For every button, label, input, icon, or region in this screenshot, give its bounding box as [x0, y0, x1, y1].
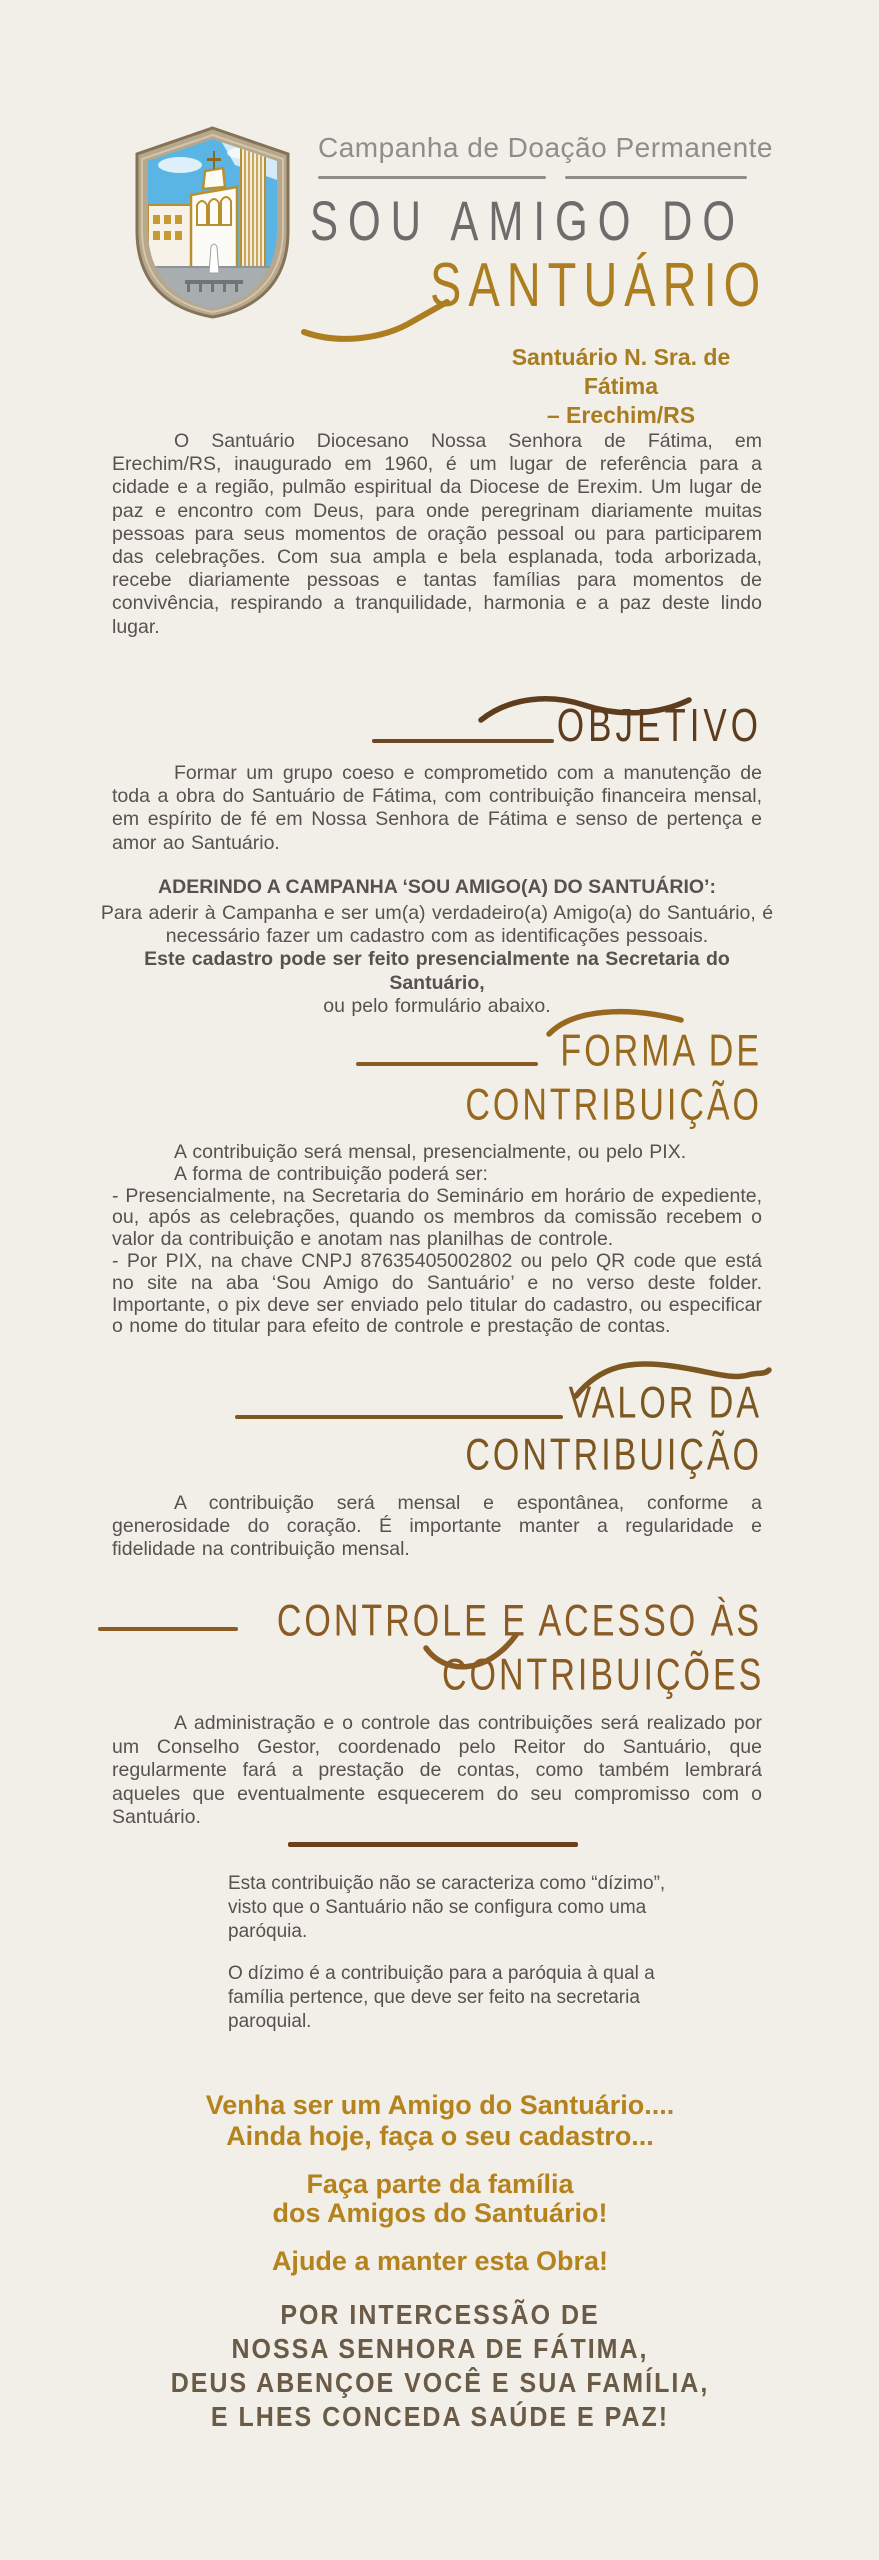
forma-p1: A contribuição será mensal, presencialmente, ou pelo PIX. [174, 1141, 687, 1163]
kicker-rule-right [565, 176, 747, 179]
objetivo-body: Formar um grupo coeso e comprometido com a manutenção de toda a obra do Santuário de Fátima, com contribuição financeira mensal, em espírito de fé em Nossa Senhora de Fátima e senso de pertença e amor ao Santuário. [112, 762, 762, 854]
santuario-swash-tail [300, 300, 450, 346]
aderindo-block [100, 876, 774, 1018]
aderindo-bold-line: Este cadastro pode ser feito presencialmente na Secretaria do Santuário, [144, 948, 730, 994]
cta-line3: Faça parte da família [306, 2169, 574, 2199]
kicker-rule-left [318, 176, 546, 179]
notes-block [228, 1872, 690, 2034]
santuario-shield-badge-icon [125, 125, 300, 320]
controle-body: A administração e o controle das contribuições será realizado por um Conselho Gestor, coordenado pelo Reitor do Santuário, que regularmente fará a prestação de contas, como também lembrará aqueles que eventualmente esquecerem do seu compromisso com o Santuário. [112, 1712, 762, 1828]
cta-line1: Venha ser um Amigo do Santuário.... [205, 2090, 675, 2120]
valor-body: A contribuição será mensal e espontânea, conforme a generosidade do coração. É importante manter a regularidade e fidelidade na contribuição mensal. [112, 1492, 762, 1560]
forma-item1: - Presencialmente, na Secretaria do Seminário em horário de expediente, ou, após as celebrações, quando os membros da comissão recebem o valor da contribuição e anotam nas planilhas de controle. [112, 1184, 762, 1251]
blessing-line1: POR INTERCESSÃO DE [280, 2299, 600, 2331]
campaign-kicker: Campanha de Doação Permanente [318, 132, 774, 163]
cta-block-1 [20, 2090, 860, 2152]
forma-heading-line1: FORMA DE [560, 1026, 762, 1077]
main-title-line1: SOU AMIGO DO [310, 190, 746, 253]
cta-line5: Ajude a manter esta Obra! [271, 2246, 609, 2276]
aderindo-heading: ADERINDO A CAMPANHA ‘SOU AMIGO(A) DO SANTUÁRIO’: [158, 876, 716, 898]
forma-underline [356, 1062, 538, 1066]
intro-paragraph: O Santuário Diocesano Nossa Senhora de Fátima, em Erechim/RS, inaugurado em 1960, é um lugar de referência para a cidade e a região, pulmão espiritual da Diocese de Erexim. Um lugar de paz e encontro com Deus, para onde peregrinam diariamente muitas pessoas para seus momentos de oração pessoal ou para participarem das celebrações. Com sua ampla e bela esplanada, toda arborizada, recebe diariamente pessoas e tantas famílias para momentos de convivência, respirando a tranquilidade, harmonia e a paz deste lindo lugar. [112, 430, 762, 638]
controle-underline [98, 1627, 238, 1631]
forma-item2: - Por PIX, na chave CNPJ 87635405002802 ou pelo QR code que está no site na aba ‘Sou Amigo do Santuário’ e no verso deste folder. Importante, o pix deve ser enviado pelo titular do cadastro, ou especificar o nome do titular para efeito de controle e prestação de contas. [112, 1249, 762, 1338]
cta-block-3 [20, 2246, 860, 2277]
note-dizimo-1: Esta contribuição não se caracteriza como “dízimo”, visto que o Santuário não se configura como uma paróquia. [228, 1873, 666, 1942]
controle-heading-line1: CONTROLE E ACESSO ÀS [276, 1596, 762, 1647]
subtitle [475, 343, 767, 430]
blessing-block [20, 2296, 860, 2432]
objetivo-heading: OBJETIVO [556, 700, 762, 752]
blessing-line2: NOSSA SENHORA DE FÁTIMA, [231, 2333, 649, 2365]
cta-line2: Ainda hoje, faça o seu cadastro... [226, 2121, 654, 2151]
blessing-line3: DEUS ABENÇOE VOCÊ E SUA FAMÍLIA, [170, 2367, 710, 2399]
aderindo-last-line: ou pelo formulário abaixo. [323, 994, 551, 1017]
blessing-line4: E LHES CONCEDA SAÚDE E PAZ! [210, 2401, 670, 2433]
section-divider [288, 1842, 578, 1847]
cta-block-2 [20, 2170, 860, 2228]
valor-heading-line1: VALOR DA [568, 1378, 762, 1429]
forma-body [112, 1142, 762, 1338]
forma-p2: A forma de contribuição poderá ser: [174, 1162, 488, 1185]
forma-heading-line2: CONTRIBUIÇÃO [465, 1080, 762, 1131]
valor-underline [235, 1415, 563, 1419]
note-dizimo-2: O dízimo é a contribuição para a paróquia à qual a família pertence, que deve ser feito na secretaria paroquial. [228, 1963, 655, 2032]
valor-heading-line2: CONTRIBUIÇÃO [465, 1430, 762, 1481]
church-illustration [148, 139, 277, 309]
cta-line4: dos Amigos do Santuário! [272, 2198, 608, 2228]
main-title-line2: SANTUÁRIO [430, 249, 768, 320]
subtitle-line1: Santuário N. Sra. de Fátima [511, 344, 731, 399]
objetivo-underline [372, 739, 554, 743]
subtitle-line2: – Erechim/RS [546, 402, 696, 428]
controle-heading-line2: CONTRIBUIÇÕES [442, 1650, 765, 1701]
aderindo-body: Para aderir à Campanha e ser um(a) verdadeiro(a) Amigo(a) do Santuário, é necessário fazer um cadastro com as identificações pessoais. [100, 902, 774, 948]
